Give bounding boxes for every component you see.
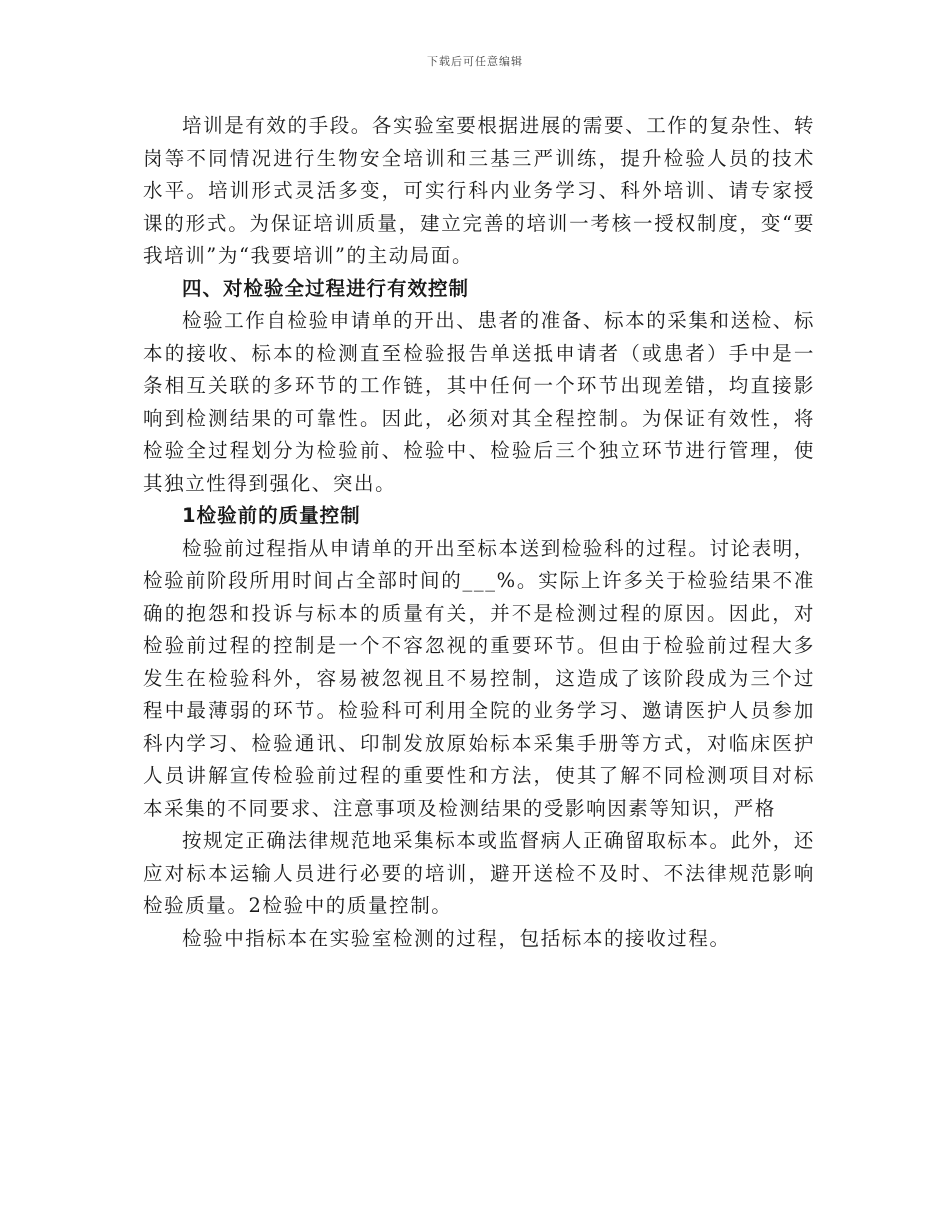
paragraph-training: 培训是有效的手段。各实验室要根据进展的需要、工作的复杂性、转岗等不同情况进行生物安全培训和三基三严训练，提升检验人员的技术水平。培训形式灵活多变，可实行科内业务学习、科外培训、请专家授课的形式。为保证培训质量，建立完善的培训一考核一授权制度，变“要我培训”为“我要培训”的主动局面。 xyxy=(143,114,816,267)
subsection-heading-1: 1检验前的质量控制 xyxy=(182,504,361,527)
page-header: 下载后可任意编辑 xyxy=(427,55,523,68)
paragraph-specimen-collection: 按规定正确法律规范地采集标本或监督病人正确留取标本。此外，还应对标本运输人员进行必要的培训，避开送检不及时、不法律规范影响检验质量。2检验中的质量控制。 xyxy=(143,829,816,917)
paragraph-analytical: 检验中指标本在实验室检测的过程，包括标本的接收过程。 xyxy=(182,926,731,950)
paragraph-pre-analytical: 检验前过程指从申请单的开出至标本送到检验科的过程。讨论表明，检验前阶段所用时间占全部时间的___%。实际上许多关于检验结果不准确的抱怨和投诉与标本的质量有关，并不是检测过程的原因。因此，对检验前过程的控制是一个不容忽视的重要环节。但由于检验前过程大多发生在检验科外，容易被忽视且不易控制，这造成了该阶段成为三个过程中最薄弱的环节。检验科可利用全院的业务学习、邀请医护人员参加科内学习、检验通讯、印制发放原始标本采集手册等方式，对临床医护人员讲解宣传检验前过程的重要性和方法，使其了解不同检测项目对标本采集的不同要求、注意事项及检测结果的受影响因素等知识，严格 xyxy=(143,536,816,820)
section-heading-4: 四、对检验全过程进行有效控制 xyxy=(182,276,470,300)
paragraph-full-process: 检验工作自检验申请单的开出、患者的准备、标本的采集和送检、标本的接收、标本的检测直至检验报告单送抵申请者（或患者）手中是一条相互关联的多环节的工作链，其中任何一个环节出现差错，均直接影响到检测结果的可靠性。因此，必须对其全程控制。为保证有效性，将检验全过程划分为检验前、检验中、检验后三个独立环节进行管理，使其独立性得到强化、突出。 xyxy=(143,309,816,495)
document-body xyxy=(143,110,815,955)
